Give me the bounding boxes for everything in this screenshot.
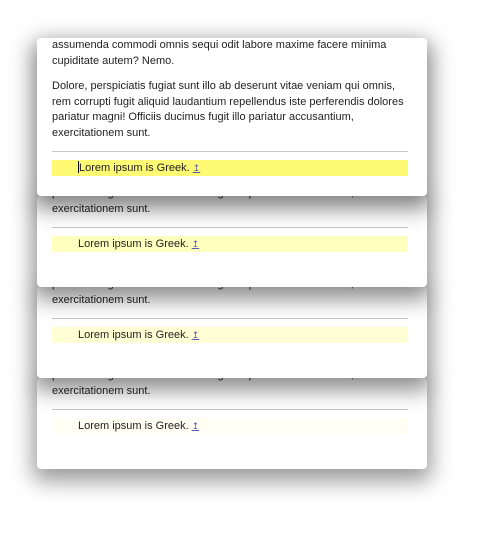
popup-card-2 [37,196,427,287]
footnotes-list [52,327,408,343]
backref-arrow-icon[interactable]: ↥ [191,239,200,249]
footnote-text: Lorem ipsum is Greek. [78,329,189,341]
paragraph-tail: exercitationem sunt. [52,202,151,215]
footnotes-divider [52,318,408,319]
footnote-highlight [52,236,408,252]
popup-card-3 [37,287,427,378]
footnote-text: Lorem ipsum is Greek. [78,238,189,250]
backref-arrow-icon[interactable]: ↥ [192,163,201,173]
footnote-highlight [52,327,408,343]
footnote-item [78,418,408,434]
backref-arrow-icon[interactable]: ↥ [191,421,200,431]
footnote-highlight [52,418,408,434]
popup-card-1 [37,38,427,196]
footnotes-list [52,160,408,176]
footnotes-list [52,236,408,252]
footnote-text: Lorem ipsum is Greek. [79,162,190,174]
paragraph-tail: exercitationem sunt. [52,293,151,306]
footnote-text: Lorem ipsum is Greek. [78,420,189,432]
paragraph: Dolore, perspiciatis fugiat sunt illo ab deserunt vitae veniam qui omnis, rem corrupti fugit aliquid laudantium repellendus iste perferendis dolores pariatur magni! Officiis ducimus fugit illo pariatur accusantium, exercitationem sunt. [52,80,404,139]
backref-arrow-icon[interactable]: ↥ [191,330,200,340]
footnote-item [78,236,408,252]
paragraph-tail: assumenda commodi omnis sequi odit labore maxime facere minima cupiditate autem? Nemo. [52,39,387,67]
footnotes-list [52,418,408,434]
footnotes-divider [52,227,408,228]
footnote-item [78,327,408,343]
footnote-item [78,160,408,176]
popup-card-4 [37,378,427,469]
footnotes-divider [52,409,408,410]
footnote-highlight [52,160,408,176]
footnotes-divider [52,151,408,152]
card-content [52,38,408,176]
paragraph-tail: exercitationem sunt. [52,384,151,397]
